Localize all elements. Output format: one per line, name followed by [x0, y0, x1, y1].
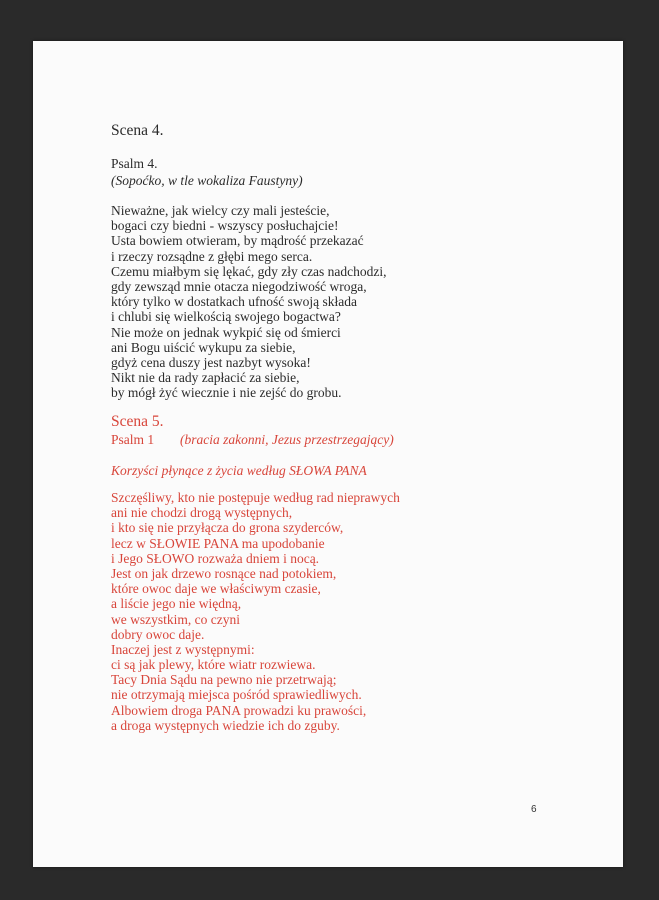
verse-line: i kto się nie przyłącza do grona szyderców,	[111, 520, 344, 536]
verse-line: we wszystkim, co czyni	[111, 611, 240, 627]
page-number: 6	[531, 804, 537, 815]
verse-line: lecz w SŁOWIE PANA ma upodobanie	[111, 535, 325, 551]
verse-line: i chlubi się wielkością swojego bogactwa?	[111, 309, 341, 325]
scene-4-title: Scena 4.	[111, 122, 164, 139]
verse-line: ci są jak plewy, które wiatr rozwiewa.	[111, 657, 316, 673]
verse-line: a liście jego nie więdną,	[111, 596, 242, 612]
scene-5-title: Scena 5.	[111, 413, 164, 430]
scene-4-subtitle: (Sopoćko, w tle wokaliza Faustyny)	[111, 173, 303, 188]
scene-4-verses	[111, 203, 387, 400]
verse-line: bogaci czy biedni - wszyscy posłuchajcie!	[111, 218, 339, 234]
verse-line: dobry owoc daje.	[111, 626, 205, 642]
verse-line: Nieważne, jak wielcy czy mali jesteście,	[111, 203, 330, 218]
verse-line: nie otrzymają miejsca pośród sprawiedliwych.	[111, 687, 362, 703]
verse-line: ani nie chodzi drogą występnych,	[111, 505, 293, 521]
verse-line: które owoc daje we właściwym czasie,	[111, 581, 321, 597]
verse-line: i rzeczy rozsądne z głębi mego serca.	[111, 248, 313, 264]
verse-line: a droga występnych wiedzie ich do zguby.	[111, 717, 340, 733]
verse-line: Inaczej jest z występnymi:	[111, 641, 255, 657]
verse-line: Nikt nie da rady zapłacić za siebie,	[111, 370, 300, 386]
verse-line: który tylko w dostatkach ufność swoją składa	[111, 294, 357, 310]
verse-line: Albowiem droga PANA prowadzi ku prawości,	[111, 702, 367, 718]
verse-line: gdy zewsząd mnie otacza niegodziwość wroga,	[111, 278, 367, 294]
scene-5-cast: (bracia zakonni, Jezus przestrzegający)	[180, 432, 394, 447]
scene-5-psalm: Psalm 1	[111, 432, 155, 447]
document-page	[33, 41, 623, 867]
verse-line: Jest on jak drzewo rosnące nad potokiem,	[111, 565, 337, 581]
verse-line: Tacy Dnia Sądu na pewno nie przetrwają;	[111, 672, 337, 688]
verse-line: Nie może on jednak wykpić się od śmierci	[111, 324, 341, 340]
verse-line: i Jego SŁOWO rozważa dniem i nocą.	[111, 550, 320, 566]
verse-line: by mógł żyć wiecznie i nie zejść do grobu.	[111, 385, 342, 401]
scene-5-subtitle: Korzyści płynące z życia według SŁOWA PANA	[111, 463, 367, 478]
verse-line: Szczęśliwy, kto nie postępuje według rad nieprawych	[111, 490, 400, 505]
verse-line: ani Bogu uiścić wykupu za siebie,	[111, 339, 296, 355]
verse-line: Czemu miałbym się lękać, gdy zły czas nadchodzi,	[111, 263, 387, 279]
verse-line: Usta bowiem otwieram, by mądrość przekazać	[111, 233, 364, 249]
scene-4-psalm: Psalm 4.	[111, 156, 158, 171]
verse-line: gdyż cena duszy jest nazbyt wysoka!	[111, 354, 311, 370]
scene-5-verses	[111, 490, 400, 733]
